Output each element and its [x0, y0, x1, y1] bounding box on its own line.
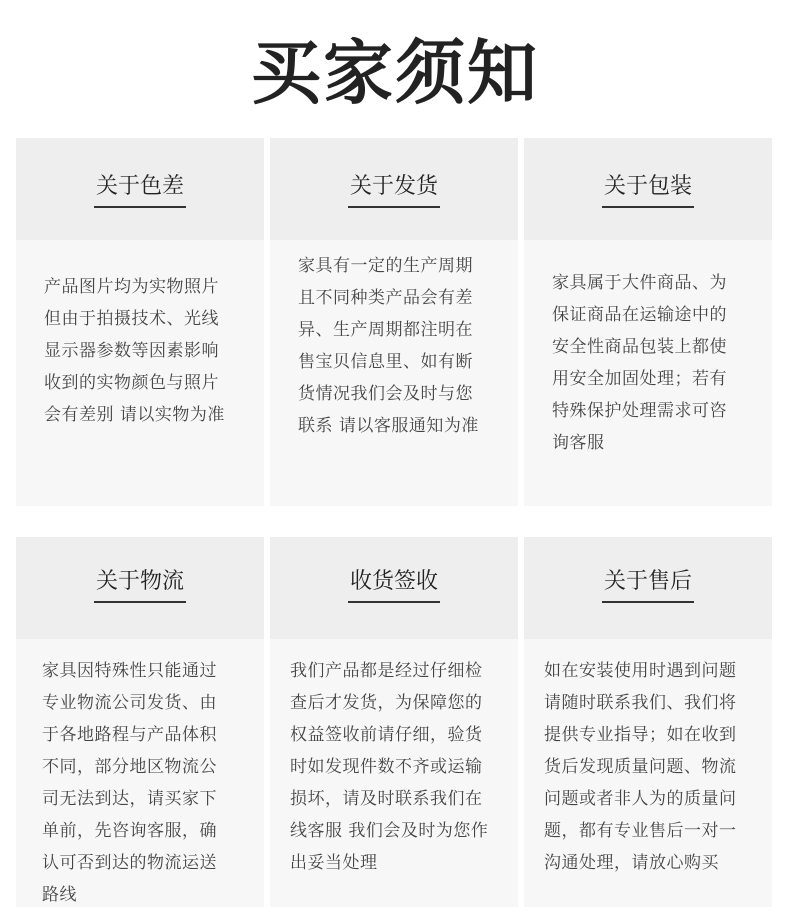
card-shipping — [270, 138, 518, 506]
card-title-text: 收货签收 — [348, 567, 440, 603]
card-color-difference — [16, 138, 264, 506]
card-text: 我们产品都是经过仔细检 查后才发货，为保障您的 权益签收前请仔细，验货 时如发现件数不齐或运输 损坏，请及时联系我们在 线客服 我们会及时为您作 出妥当处理 — [290, 661, 489, 873]
card-text: 家具属于大件商品、为 保证商品在运输途中的 安全性商品包装上都使 用安全加固处理；若有 特殊保护处理需求可咨 询客服 — [552, 273, 727, 453]
card-title — [524, 172, 772, 208]
card-after-sales — [524, 537, 772, 907]
card-title-text: 关于售后 — [602, 567, 694, 603]
card-text: 产品图片均为实物照片 但由于拍摄技术、光线 显示器参数等因素影响 收到的实物颜色与照片 会有差别 请以实物为准 — [44, 277, 225, 425]
card-title — [270, 567, 518, 603]
card-text: 家具有一定的生产周期 且不同种类产品会有差 异、生产周期都注明在 售宝贝信息里、如有断 货情况我们会及时与您 联系 请以客服通知为准 — [298, 256, 479, 436]
card-logistics — [16, 537, 264, 907]
card-title-text: 关于发货 — [348, 172, 440, 208]
page-title: 买家须知 — [251, 32, 539, 114]
card-title-text: 关于包装 — [602, 172, 694, 208]
card-packaging — [524, 138, 772, 506]
card-title — [16, 567, 264, 603]
card-title-text: 关于物流 — [94, 567, 186, 603]
card-receipt — [270, 537, 518, 907]
card-title — [16, 172, 264, 208]
card-text: 家具因特殊性只能通过 专业物流公司发货、由 于各地路程与产品体积 不同，部分地区物流公 司无法到达，请买家下 单前，先咨询客服，确 认可否到达的物流运送 路线 — [42, 661, 217, 905]
card-title — [270, 172, 518, 208]
card-title-text: 关于色差 — [94, 172, 186, 208]
card-title — [524, 567, 772, 603]
card-text: 如在安装使用时遇到问题 请随时联系我们、我们将 提供专业指导；如在收到 货后发现质量问题、物流 问题或者非人为的质量问 题，都有专业售后一对一 沟通处理，请放心购买 — [544, 661, 737, 873]
